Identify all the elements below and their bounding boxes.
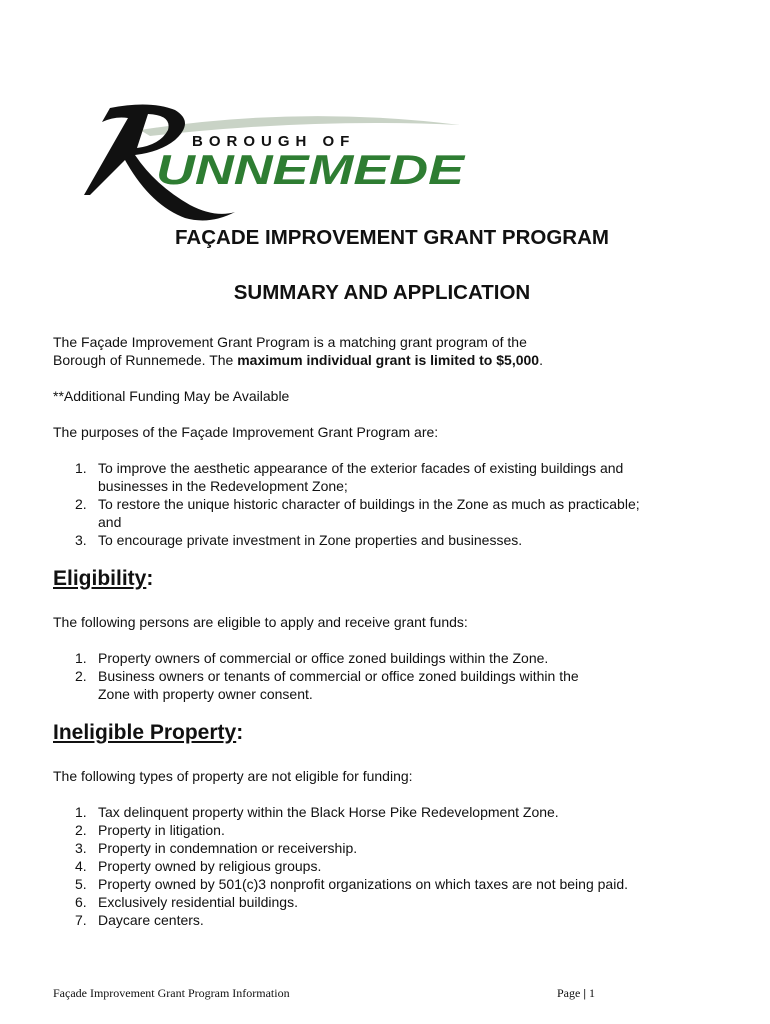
list-item bbox=[53, 839, 703, 857]
list-number: 6. bbox=[75, 894, 87, 910]
list-item bbox=[53, 667, 703, 703]
list-number: 1. bbox=[75, 460, 87, 476]
list-item bbox=[53, 649, 703, 667]
document-subtitle: SUMMARY AND APPLICATION bbox=[233, 281, 531, 304]
list-item bbox=[53, 875, 703, 893]
list-number: 1. bbox=[75, 650, 87, 666]
eligibility-heading-text: Eligibility bbox=[53, 567, 147, 590]
list-item-text: Tax delinquent property within the Black Horse Pike Redevelopment Zone. bbox=[98, 804, 559, 820]
list-number: 3. bbox=[75, 532, 87, 548]
eligibility-intro: The following persons are eligible to apply and receive grant funds: bbox=[53, 614, 468, 630]
page-label: Page bbox=[557, 986, 581, 1000]
ineligible-heading-colon: : bbox=[236, 721, 244, 744]
eligibility-heading bbox=[53, 567, 153, 591]
page-number-footer bbox=[557, 986, 595, 1001]
ineligible-property-heading bbox=[53, 721, 243, 745]
list-item-text: Property in condemnation or receivership. bbox=[98, 840, 358, 856]
list-item-text: Property owners of commercial or office zoned buildings within the Zone. bbox=[98, 650, 549, 666]
max-grant-text: maximum individual grant is limited to $5,000 bbox=[237, 352, 540, 368]
list-item-text-cont: businesses in the Redevelopment Zone; bbox=[98, 478, 348, 494]
list-number: 7. bbox=[75, 912, 87, 928]
eligibility-list bbox=[53, 649, 703, 703]
list-item-text: Exclusively residential buildings. bbox=[98, 894, 298, 910]
ineligible-intro: The following types of property are not eligible for funding: bbox=[53, 768, 413, 784]
list-item bbox=[53, 857, 703, 875]
borough-of-runnemede-logo bbox=[80, 100, 480, 225]
list-number: 2. bbox=[75, 496, 87, 512]
list-item bbox=[53, 531, 703, 549]
list-item-text-cont: and bbox=[98, 514, 122, 530]
logo-main-text: UNNEMEDE bbox=[156, 146, 467, 193]
list-item-text: Property owned by religious groups. bbox=[98, 858, 322, 874]
list-item-text: To restore the unique historic character of buildings in the Zone as much as practicable; bbox=[98, 496, 640, 512]
list-number: 3. bbox=[75, 840, 87, 856]
list-item bbox=[53, 459, 703, 495]
additional-funding-note: **Additional Funding May be Available bbox=[53, 388, 290, 404]
intro-line-2-prefix: Borough of Runnemede. The bbox=[53, 352, 238, 368]
ineligible-heading-text: Ineligible Property bbox=[53, 721, 237, 744]
list-item-text: Property owned by 501(c)3 nonprofit organizations on which taxes are not being paid. bbox=[98, 876, 628, 892]
list-number: 2. bbox=[75, 822, 87, 838]
list-item bbox=[53, 803, 703, 821]
list-number: 1. bbox=[75, 804, 87, 820]
document-title: FAÇADE IMPROVEMENT GRANT PROGRAM bbox=[175, 226, 609, 249]
list-item-text-cont: Zone with property owner consent. bbox=[98, 686, 313, 702]
list-item bbox=[53, 821, 703, 839]
list-number: 4. bbox=[75, 858, 87, 874]
list-item-text: Daycare centers. bbox=[98, 912, 204, 928]
list-item-text: To encourage private investment in Zone properties and businesses. bbox=[98, 532, 523, 548]
page-separator: | bbox=[583, 986, 586, 1000]
footer-title: Façade Improvement Grant Program Information bbox=[53, 986, 290, 1000]
intro-line-1: The Façade Improvement Grant Program is a matching grant program of the bbox=[53, 334, 527, 350]
list-item-text: Property in litigation. bbox=[98, 822, 225, 838]
purposes-list bbox=[53, 459, 703, 549]
list-item bbox=[53, 893, 703, 911]
list-number: 5. bbox=[75, 876, 87, 892]
intro-line-2-suffix: . bbox=[539, 352, 543, 368]
list-item-text: To improve the aesthetic appearance of the exterior facades of existing buildings and bbox=[98, 460, 624, 476]
page-number: 1 bbox=[588, 986, 595, 1000]
list-number: 2. bbox=[75, 668, 87, 684]
list-item bbox=[53, 911, 703, 929]
list-item bbox=[53, 495, 703, 531]
list-item-text: Business owners or tenants of commercial or office zoned buildings within the bbox=[98, 668, 579, 684]
logo-top-text: BOROUGH OF bbox=[192, 133, 356, 150]
eligibility-heading-colon: : bbox=[146, 567, 154, 590]
purposes-intro: The purposes of the Façade Improvement Grant Program are: bbox=[53, 424, 439, 440]
intro-line-2 bbox=[53, 351, 713, 369]
ineligible-list bbox=[53, 803, 703, 929]
intro-paragraph bbox=[53, 333, 713, 369]
